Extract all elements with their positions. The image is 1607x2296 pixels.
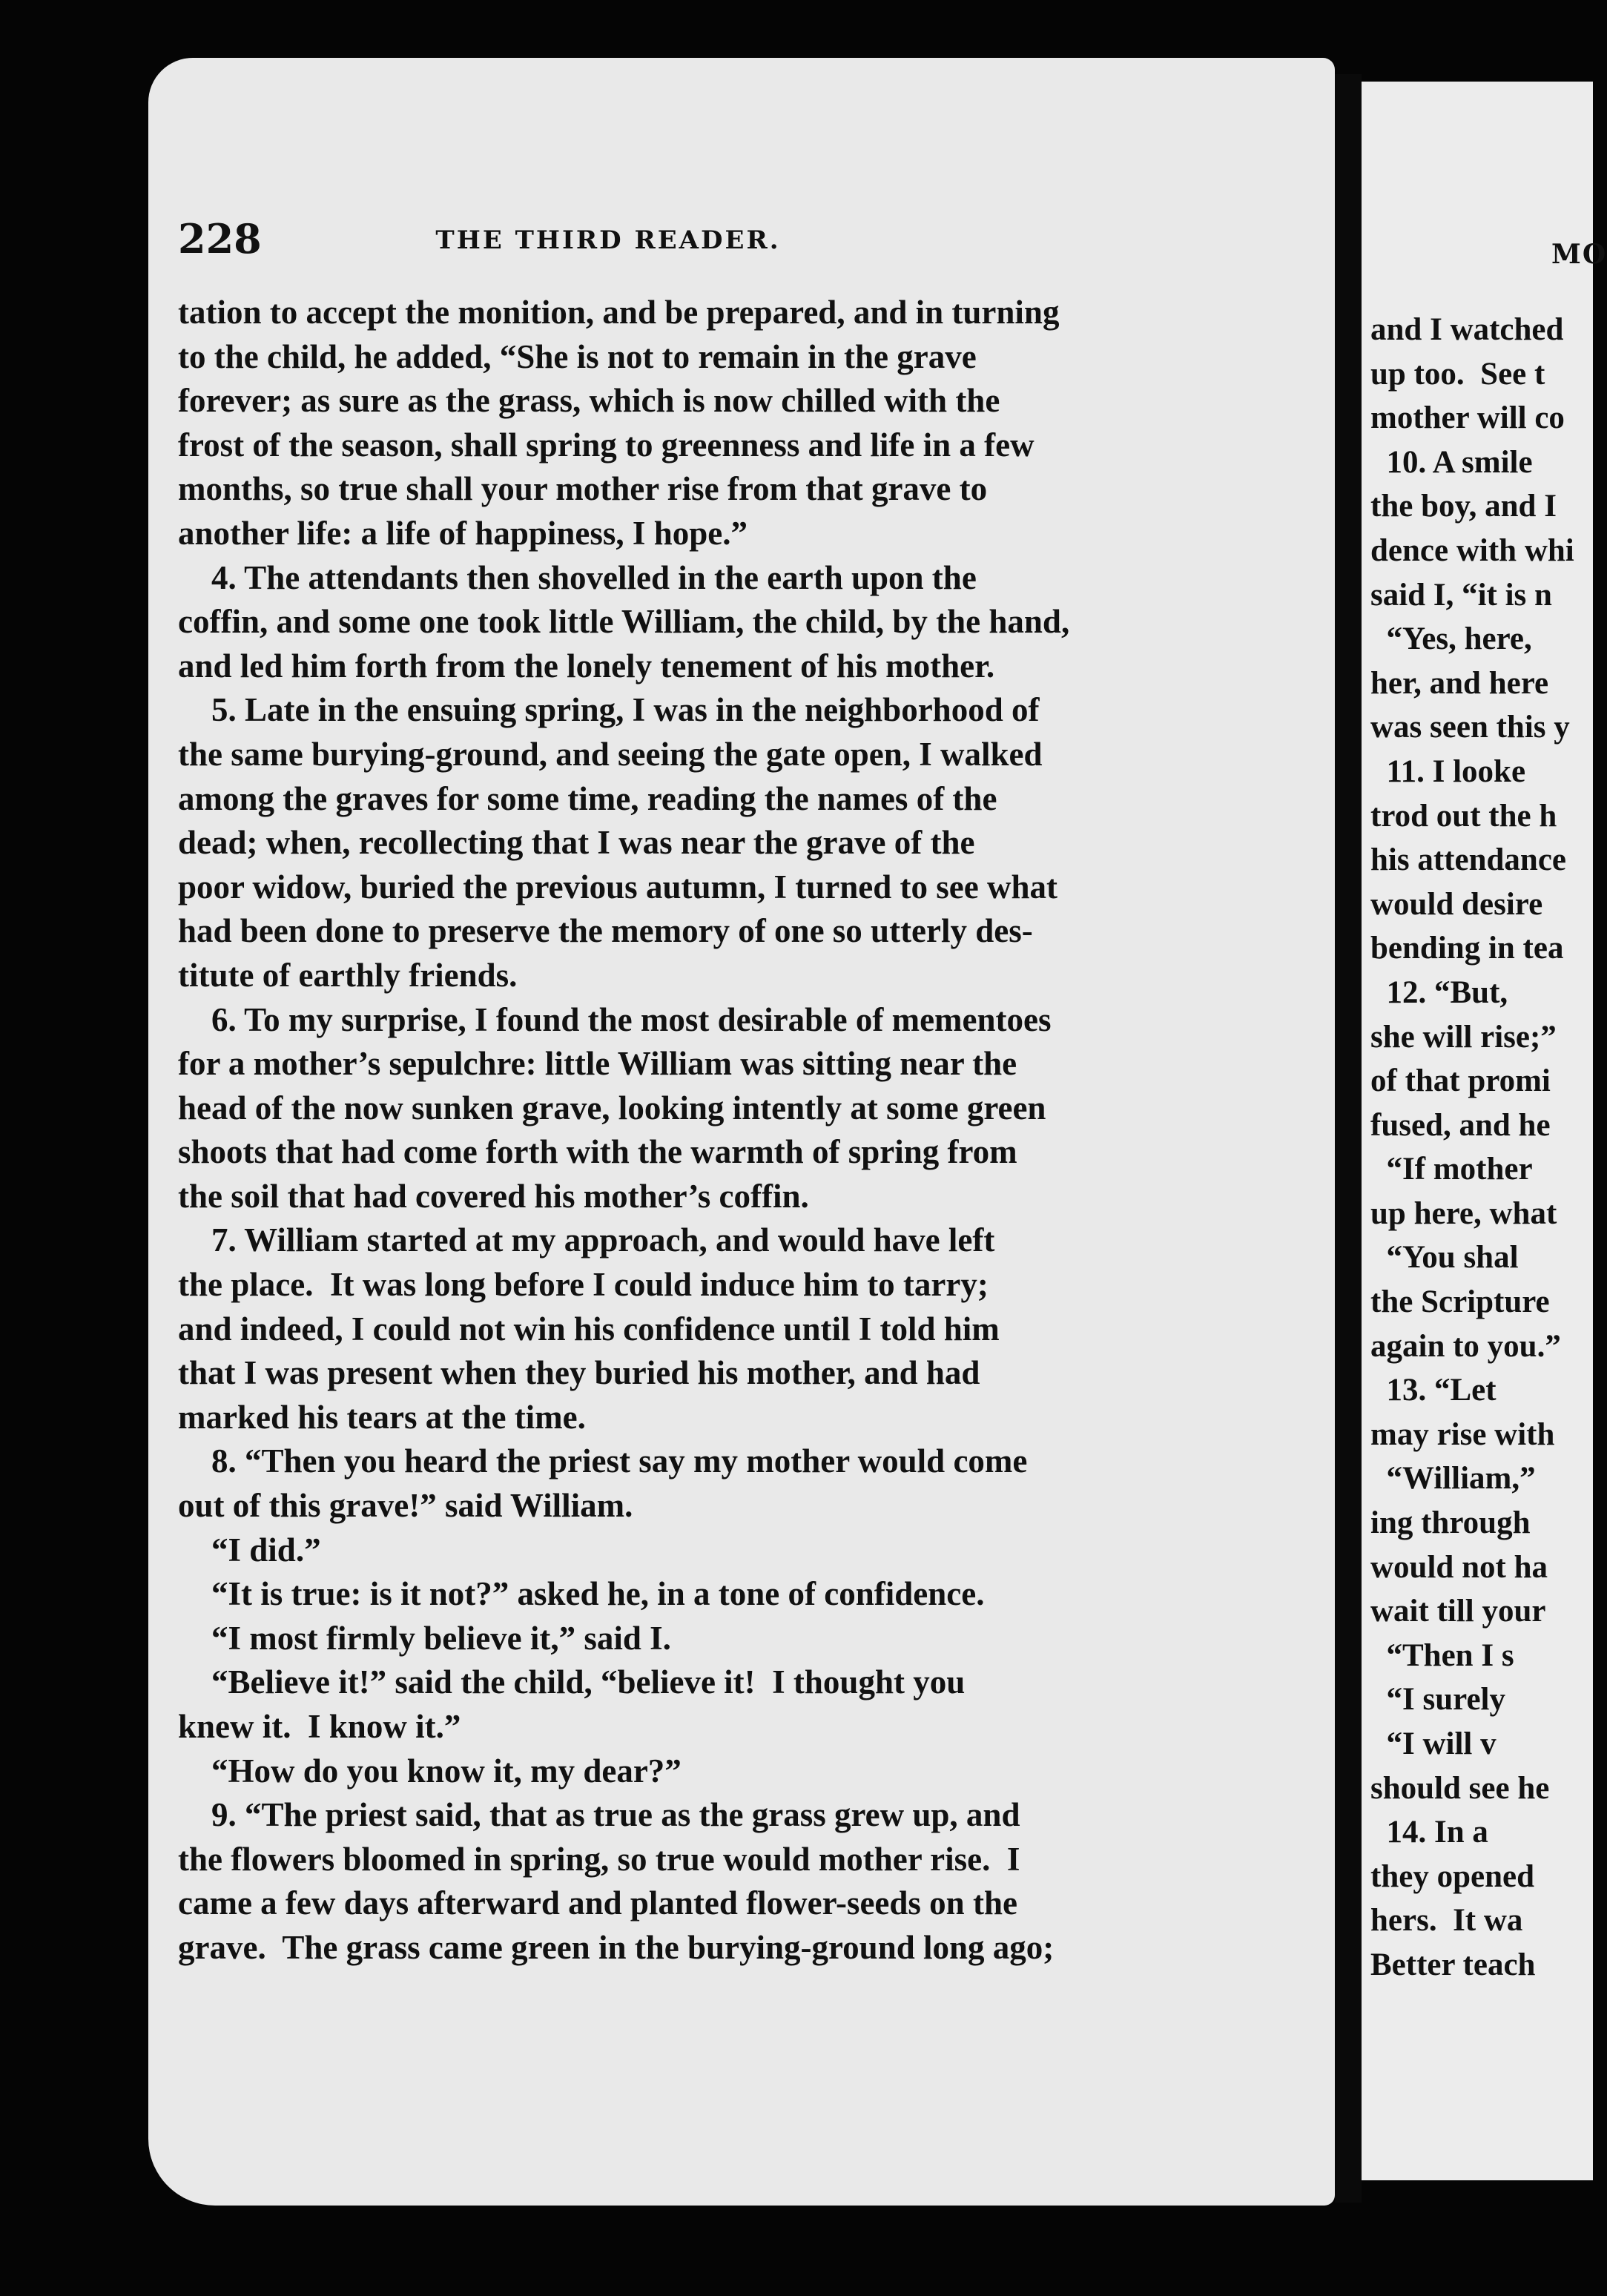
text-line: again to you.” (1370, 1328, 1561, 1364)
text-line: “Believe it!” said the child, “believe it! I thought you (178, 1663, 966, 1701)
text-line: titute of earthly friends. (178, 956, 518, 994)
text-line: “Yes, here, (1370, 621, 1532, 657)
text-line: dence with whi (1370, 532, 1574, 568)
text-line: 10. A smile (1370, 444, 1533, 480)
text-line: “You shal (1370, 1240, 1519, 1276)
text-line: that I was present when they buried his mother, and had (178, 1354, 980, 1392)
text-line: forever; as sure as the grass, which is now chilled with the (178, 382, 1000, 420)
text-line: 9. “The priest said, that as true as the grass grew up, and (178, 1796, 1020, 1834)
text-line: marked his tears at the time. (178, 1398, 586, 1436)
text-line: “I did.” (178, 1531, 321, 1568)
text-line: the soil that had covered his mother’s coffin. (178, 1177, 809, 1215)
text-line: knew it. I know it.” (178, 1708, 461, 1745)
text-line: out of this grave!” said William. (178, 1487, 633, 1525)
text-line: shoots that had come forth with the warmth of spring from (178, 1133, 1017, 1171)
right-running-head: MO (1551, 239, 1607, 270)
text-line: “I will v (1370, 1726, 1497, 1761)
text-line: would not ha (1370, 1549, 1548, 1585)
text-line: 4. The attendants then shovelled in the earth upon the (178, 558, 977, 596)
text-line: the same burying-ground, and seeing the gate open, I walked (178, 735, 1043, 773)
text-line: poor widow, buried the previous autumn, I turned to see what (178, 868, 1057, 905)
text-line: and led him forth from the lonely tenement of his mother. (178, 647, 995, 684)
text-line: had been done to preserve the memory of one so utterly des- (178, 912, 1033, 950)
text-line: said I, “it is n (1370, 577, 1552, 613)
right-page-text (1370, 308, 1593, 1987)
running-header (178, 215, 1172, 263)
text-line: of that promi (1370, 1063, 1551, 1099)
text-line: 11. I looke (1370, 753, 1526, 789)
text-line: 8. “Then you heard the priest say my mother would come (178, 1442, 1028, 1480)
text-line: and I watched (1370, 312, 1564, 347)
text-line: came a few days afterward and planted flower-seeds on the (178, 1884, 1017, 1922)
text-line: his attendance (1370, 842, 1566, 878)
text-line: the place. It was long before I could induce him to tarry; (178, 1266, 989, 1304)
text-line: would desire (1370, 886, 1543, 922)
text-line: 14. In a (1370, 1815, 1488, 1850)
text-line: and indeed, I could not win his confidence until I told him (178, 1310, 1000, 1347)
text-line: the boy, and I (1370, 489, 1557, 524)
text-line: 13. “Let (1370, 1373, 1497, 1408)
text-line: hers. It wa (1370, 1903, 1523, 1939)
text-line: among the graves for some time, reading the names of the (178, 779, 997, 817)
text-line: up too. See t (1370, 356, 1545, 392)
text-line: her, and here (1370, 665, 1549, 701)
text-line: another life: a life of happiness, I hope.” (178, 514, 748, 552)
text-line: may rise with (1370, 1416, 1555, 1452)
text-line: Better teach (1370, 1947, 1536, 1982)
text-line: “William,” (1370, 1461, 1536, 1497)
left-page-text (178, 291, 1305, 1970)
text-line: the flowers bloomed in spring, so true would mother rise. I (178, 1840, 1020, 1878)
text-line: 7. William started at my approach, and would have left (178, 1221, 995, 1259)
text-line: “If mother (1370, 1152, 1533, 1187)
text-line: coffin, and some one took little William, the child, by the hand, (178, 603, 1070, 641)
text-line: for a mother’s sepulchre: little William was sitting near the (178, 1045, 1017, 1083)
text-line: 6. To my surprise, I found the most desirable of mementoes (178, 1000, 1052, 1038)
text-line: 5. Late in the ensuing spring, I was in the neighborhood of (178, 691, 1040, 729)
text-line: wait till your (1370, 1594, 1546, 1629)
text-line: “Then I s (1370, 1637, 1514, 1673)
book-gutter (1335, 74, 1362, 2203)
text-line: should see he (1370, 1770, 1550, 1806)
text-line: “It is true: is it not?” asked he, in a tone of confidence. (178, 1575, 985, 1613)
text-line: months, so true shall your mother rise from that grave to (178, 470, 988, 508)
text-line: the Scripture (1370, 1284, 1550, 1320)
text-line: head of the now sunken grave, looking intently at some green (178, 1089, 1046, 1126)
text-line: she will rise;” (1370, 1019, 1557, 1055)
text-line: to the child, he added, “She is not to remain in the grave (178, 337, 977, 375)
text-line: dead; when, recollecting that I was near the grave of the (178, 824, 975, 862)
text-line: was seen this y (1370, 710, 1570, 745)
running-title: THE THIRD READER. (435, 225, 781, 255)
text-line: trod out the h (1370, 798, 1557, 834)
right-book-page (1362, 82, 1607, 2180)
text-line: “How do you know it, my dear?” (178, 1752, 682, 1789)
text-line: “I most firmly believe it,” said I. (178, 1619, 671, 1657)
page-number: 228 (178, 215, 262, 263)
text-line: tation to accept the monition, and be prepared, and in turning (178, 294, 1060, 331)
text-line: 12. “But, (1370, 974, 1508, 1010)
text-line: up here, what (1370, 1195, 1557, 1231)
text-line: mother will co (1370, 400, 1565, 436)
text-line: bending in tea (1370, 931, 1564, 966)
text-line: fused, and he (1370, 1107, 1551, 1143)
text-line: ing through (1370, 1505, 1531, 1541)
text-line: “I surely (1370, 1682, 1505, 1718)
text-line: frost of the season, shall spring to greenness and life in a few (178, 426, 1035, 464)
text-line: grave. The grass came green in the burying-ground long ago; (178, 1928, 1055, 1966)
text-line: they opened (1370, 1858, 1534, 1894)
